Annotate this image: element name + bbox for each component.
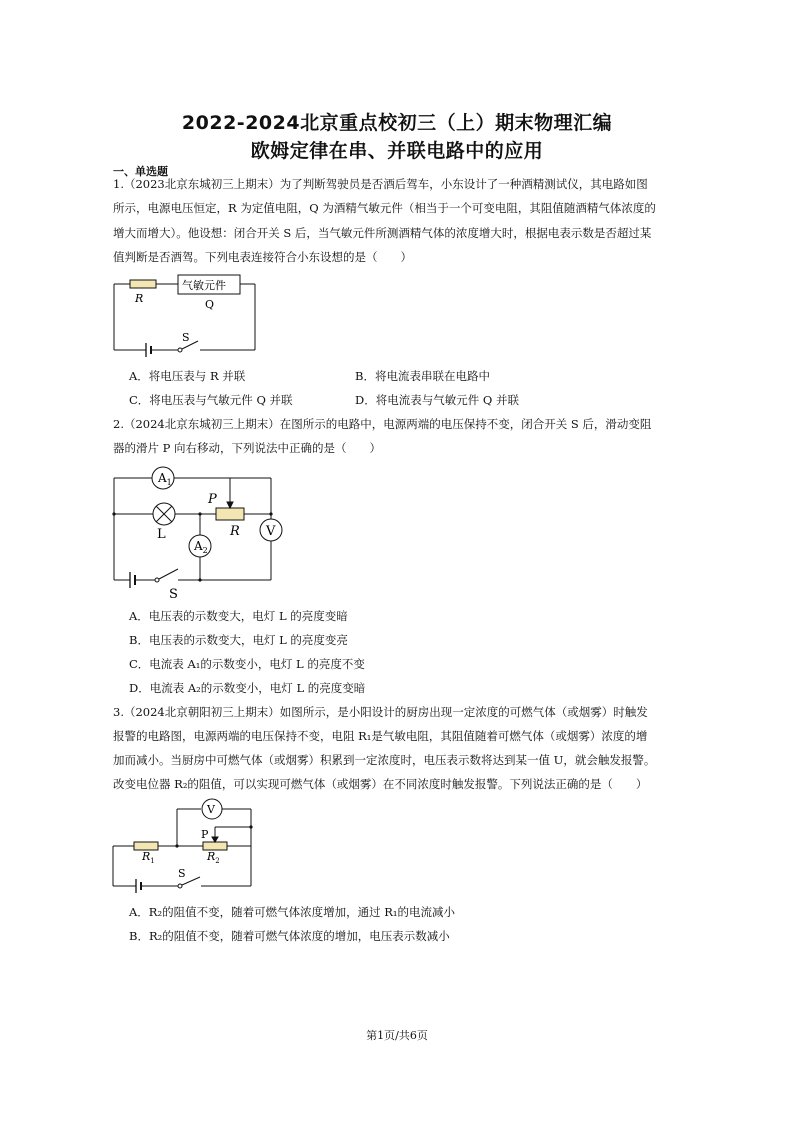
q2-option-c[interactable]: C．电流表 A₁的示数变小，电灯 L 的亮度不变 bbox=[129, 657, 365, 671]
q3-r2-label: R bbox=[207, 850, 216, 863]
q1-option-c[interactable]: C．将电压表与气敏元件 Q 并联 bbox=[129, 393, 293, 407]
q2-option-b[interactable]: B．电压表的示数变大，电灯 L 的亮度变亮 bbox=[129, 633, 348, 647]
q3-line-3: 加而减小。当厨房中可燃气体（或烟雾）积累到一定浓度时，电压表示数将达到某一值 U，就会触发报警。 bbox=[113, 753, 656, 767]
q1-q-label: Q bbox=[205, 298, 215, 311]
q2-line-2: 器的滑片 P 向右移动，下列说法中正确的是（ ） bbox=[113, 441, 382, 455]
q1-line-3: 增大而增大）。他设想：闭合开关 S 后，当气敏元件所测酒精气体的浓度增大时，根据电表示数是否超过某 bbox=[113, 226, 652, 240]
q1-s-label: S bbox=[182, 331, 190, 344]
q1-option-b[interactable]: B．将电流表串联在电路中 bbox=[355, 369, 490, 383]
q1-circuit-diagram bbox=[108, 270, 268, 360]
q3-s-label: S bbox=[178, 867, 186, 880]
q2-v-label: V bbox=[266, 524, 276, 539]
q3-v-label: V bbox=[207, 803, 215, 816]
q2-a1-subscript: 1 bbox=[166, 478, 172, 487]
q3-circuit-diagram bbox=[108, 798, 258, 894]
q3-r1-label: R bbox=[142, 850, 151, 863]
q1-option-a[interactable]: A．将电压表与 R 并联 bbox=[129, 369, 246, 383]
q3-line-2: 报警的电路图，电源两端的电压保持不变，电阻 R₁是气敏电阻，其阻值随着可燃气体（或烟雾）浓度的增 bbox=[113, 729, 648, 743]
q2-option-a[interactable]: A．电压表的示数变大，电灯 L 的亮度变暗 bbox=[129, 609, 348, 623]
svg-text:R1 bbox=[141, 850, 155, 865]
q1-r-label: R bbox=[135, 292, 144, 305]
q1-option-d[interactable]: D．将电流表与气敏元件 Q 并联 bbox=[355, 393, 519, 407]
q2-option-d[interactable]: D．电流表 A₂的示数变小，电灯 L 的亮度变暗 bbox=[129, 681, 366, 695]
q2-s-label: S bbox=[169, 587, 178, 602]
q3-r1-subscript: 1 bbox=[150, 857, 155, 865]
svg-text:R2 bbox=[206, 850, 220, 865]
q3-line-1: 3.（2024北京朝阳初三上期末）如图所示，是小阳设计的厨房出现一定浓度的可燃气体（或烟雾）时触发 bbox=[113, 705, 648, 719]
q3-r2-subscript: 2 bbox=[215, 857, 220, 865]
q3-option-b[interactable]: B．R₂的阻值不变，随着可燃气体浓度的增加，电压表示数减小 bbox=[129, 929, 450, 943]
q3-option-a[interactable]: A．R₂的阻值不变，随着可燃气体浓度增加，通过 R₁的电流减小 bbox=[129, 905, 455, 919]
q3-line-4: 改变电位器 R₂的阻值，可以实现可燃气体（或烟雾）在不同浓度时触发报警。下列说法正确的是（ ） bbox=[113, 777, 648, 791]
q2-line-1: 2.（2024北京东城初三上期末）在图所示的电路中，电源两端的电压保持不变，闭合开关 S 后，滑动变阻 bbox=[113, 417, 652, 431]
q1-line-1: 1.（2023北京东城初三上期末）为了判断驾驶员是否酒后驾车，小东设计了一种酒精测试仪，其电路如图 bbox=[113, 177, 648, 191]
q1-line-2: 所示，电源电压恒定，R 为定值电阻，Q 为酒精气敏元件（相当于一个可变电阻，其阻值随酒精气体浓度的 bbox=[113, 201, 656, 215]
section-heading: 一、单选题 bbox=[113, 165, 168, 178]
q2-a2-label: A bbox=[194, 539, 203, 553]
q3-p-label: P bbox=[201, 828, 209, 841]
document-title: 2022-2024北京重点校初三（上）期末物理汇编 bbox=[181, 112, 613, 134]
q2-a2-subscript: 2 bbox=[202, 546, 208, 555]
q2-p-label: P bbox=[208, 492, 217, 507]
q1-line-4: 值判断是否酒驾。下列电表连接符合小东设想的是（ ） bbox=[113, 250, 412, 264]
q2-r-label: R bbox=[230, 524, 240, 539]
q2-a1-label: A bbox=[158, 471, 167, 485]
q1-element-label: 气敏元件 bbox=[182, 279, 226, 292]
document-subtitle: 欧姆定律在串、并联电路中的应用 bbox=[250, 140, 544, 162]
page-footer: 第1页/共6页 bbox=[366, 1029, 428, 1042]
q2-circuit-diagram bbox=[108, 462, 288, 600]
q2-l-label: L bbox=[157, 527, 166, 542]
